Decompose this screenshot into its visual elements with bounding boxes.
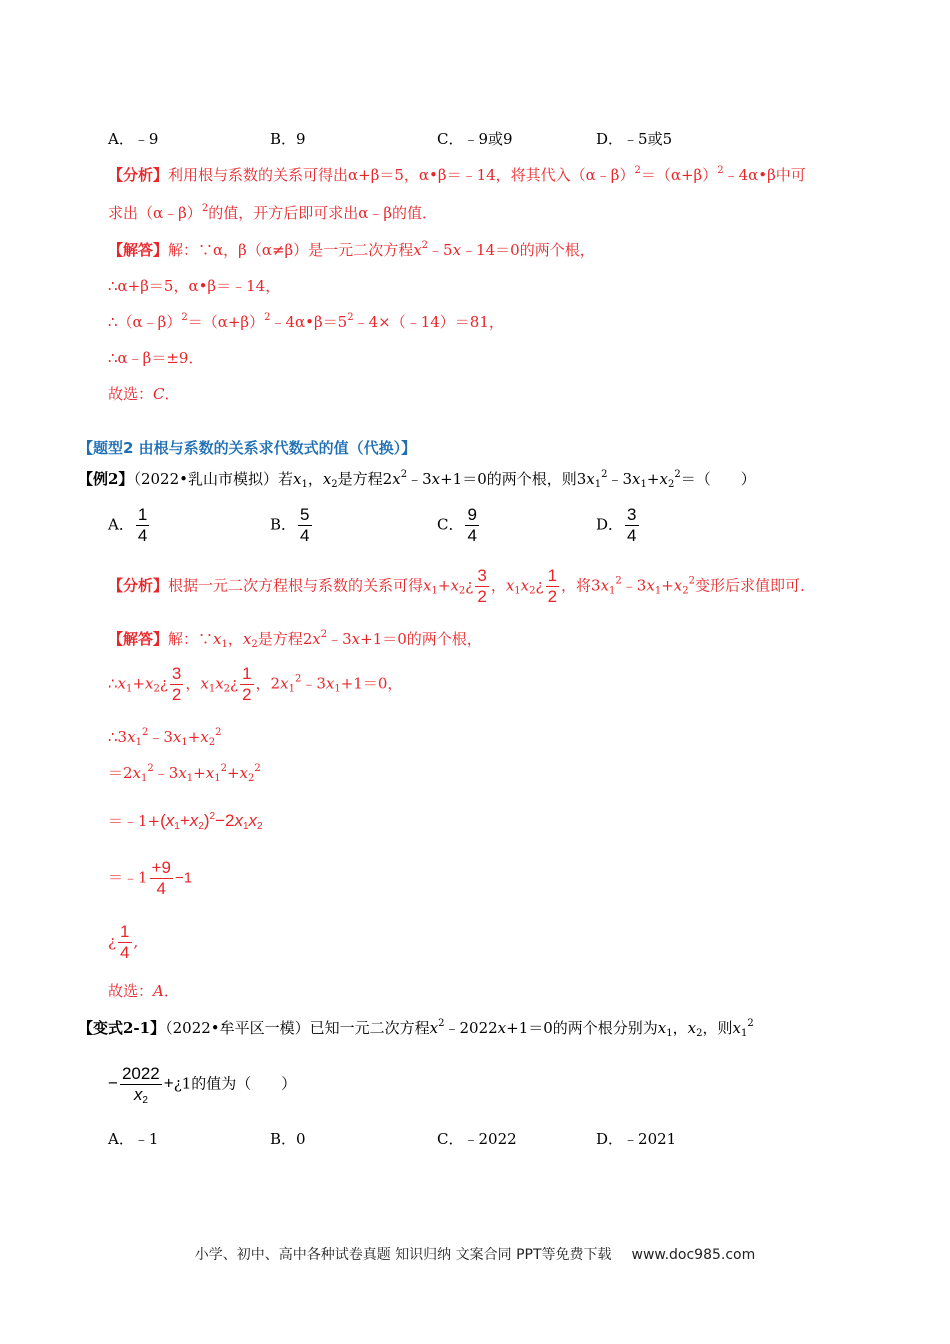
q1-analysis-line2: 求出（α﹣β）$^2$的值，开方后即可求出α﹣β的值． [108, 203, 437, 222]
q2-option-b: B． $\frac{5}{4}$ [270, 505, 310, 545]
option-a: A．﹣9 [108, 130, 159, 148]
q2-option-a: A． $\frac{1}{4}$ [108, 505, 148, 545]
q3-option-d: D．﹣2021 [596, 1130, 677, 1148]
q2-solution-line3: $\therefore 3x_1^2﹣3x_1+x_2^2$ [108, 727, 222, 748]
footer-url[interactable]: www.doc985.com [631, 1247, 756, 1263]
q3-stem-line2: − $\frac{2022}{x_2}$ +¿1的值为（ ） [108, 1064, 297, 1106]
q2-solution-line2: $\therefore x_1+x_2¿$ $\frac{3}{2}$ ，$x_1x_2¿$ $\frac{1}{2}$ ，$2x_1^2﹣3x_1+1=0$， [108, 664, 403, 704]
q1-step-3: ∴α﹣β＝±9． [108, 349, 204, 367]
q1-step-1: ∴α+β＝5，α•β＝﹣14， [108, 277, 281, 295]
option-b: B．9 [270, 130, 306, 148]
section-title: 【题型2 由根与系数的关系求代数式的值（代换）】 [78, 439, 417, 457]
q2-solution-line7: ¿ $\frac{1}{4}$ , [108, 922, 139, 962]
q1-choice: 故选：C． [108, 385, 180, 403]
q3-stem-line1: 【变式2-1】（2022•牟平区一模）已知一元二次方程$x^2﹣2022x+1=0$的两个根分别为$x_1$，$x_2$，则$x_1^2$ [78, 1018, 754, 1039]
q2-solution-line6: ＝﹣1 $\frac{+9}{4}$ −1 [108, 858, 193, 898]
q2-stem: 【例2】（2022•乳山市模拟）若$x_1$，$x_2$是方程$2x^2﹣3x+1=0$的两个根，则$3x_1^2﹣3x_1+x_2^2=$（ ） [78, 469, 756, 490]
q2-analysis: 【分析】根据一元二次方程根与系数的关系可得$x_1+x_2¿$ $\frac{3}{2}$ ，$x_1x_2¿$ $\frac{1}{2}$ ，将$3x_1^2﹣3x_1+x_2^2$变形后求值即可． [108, 566, 815, 606]
q3-option-c: C．﹣2022 [437, 1130, 517, 1148]
q1-analysis-line1: 【分析】利用根与系数的关系可得出α+β＝5，α•β＝﹣14，将其代入$(\alpha﹣\beta)^2=(\alpha+\beta)^2﹣4\alpha•\beta$中可 [108, 165, 806, 184]
q1-step-2: $\therefore(\alpha﹣\beta)^2=(\alpha+\beta)^2﹣4\alpha•\beta=5^2﹣4\times(﹣14)=81$， [108, 312, 504, 331]
q3-option-b: B．0 [270, 1130, 306, 1148]
q2-option-c: C． $\frac{9}{4}$ [437, 505, 477, 545]
q2-solution-line4: $=2x_1^2﹣3x_1+x_1^2+x_2^2$ [108, 763, 261, 784]
q2-solution-line5: $=﹣1+(x_1+x_2)^2-2x_1x_2$ [108, 811, 263, 832]
q1-solution-line1: 【解答】解：∵α，β（α≠β）是一元二次方程$x^2﹣5x﹣14=0$的两个根， [108, 240, 595, 259]
page-footer [0, 1244, 950, 1264]
q2-solution-line1: 【解答】解：$\because x_1$，$x_2$是方程$2x^2﹣3x+1=0$的两个根， [108, 629, 482, 650]
footer-text: 小学、初中、高中各种试卷真题 知识归纳 文案合同 PPT等免费下载 [194, 1247, 612, 1263]
option-d: D．﹣5或5 [596, 130, 673, 148]
q3-option-a: A．﹣1 [108, 1130, 159, 1148]
q2-option-d: D． $\frac{3}{4}$ [596, 505, 637, 545]
option-c: C．﹣9或9 [437, 130, 513, 148]
q2-choice: 故选：A． [108, 982, 179, 1000]
